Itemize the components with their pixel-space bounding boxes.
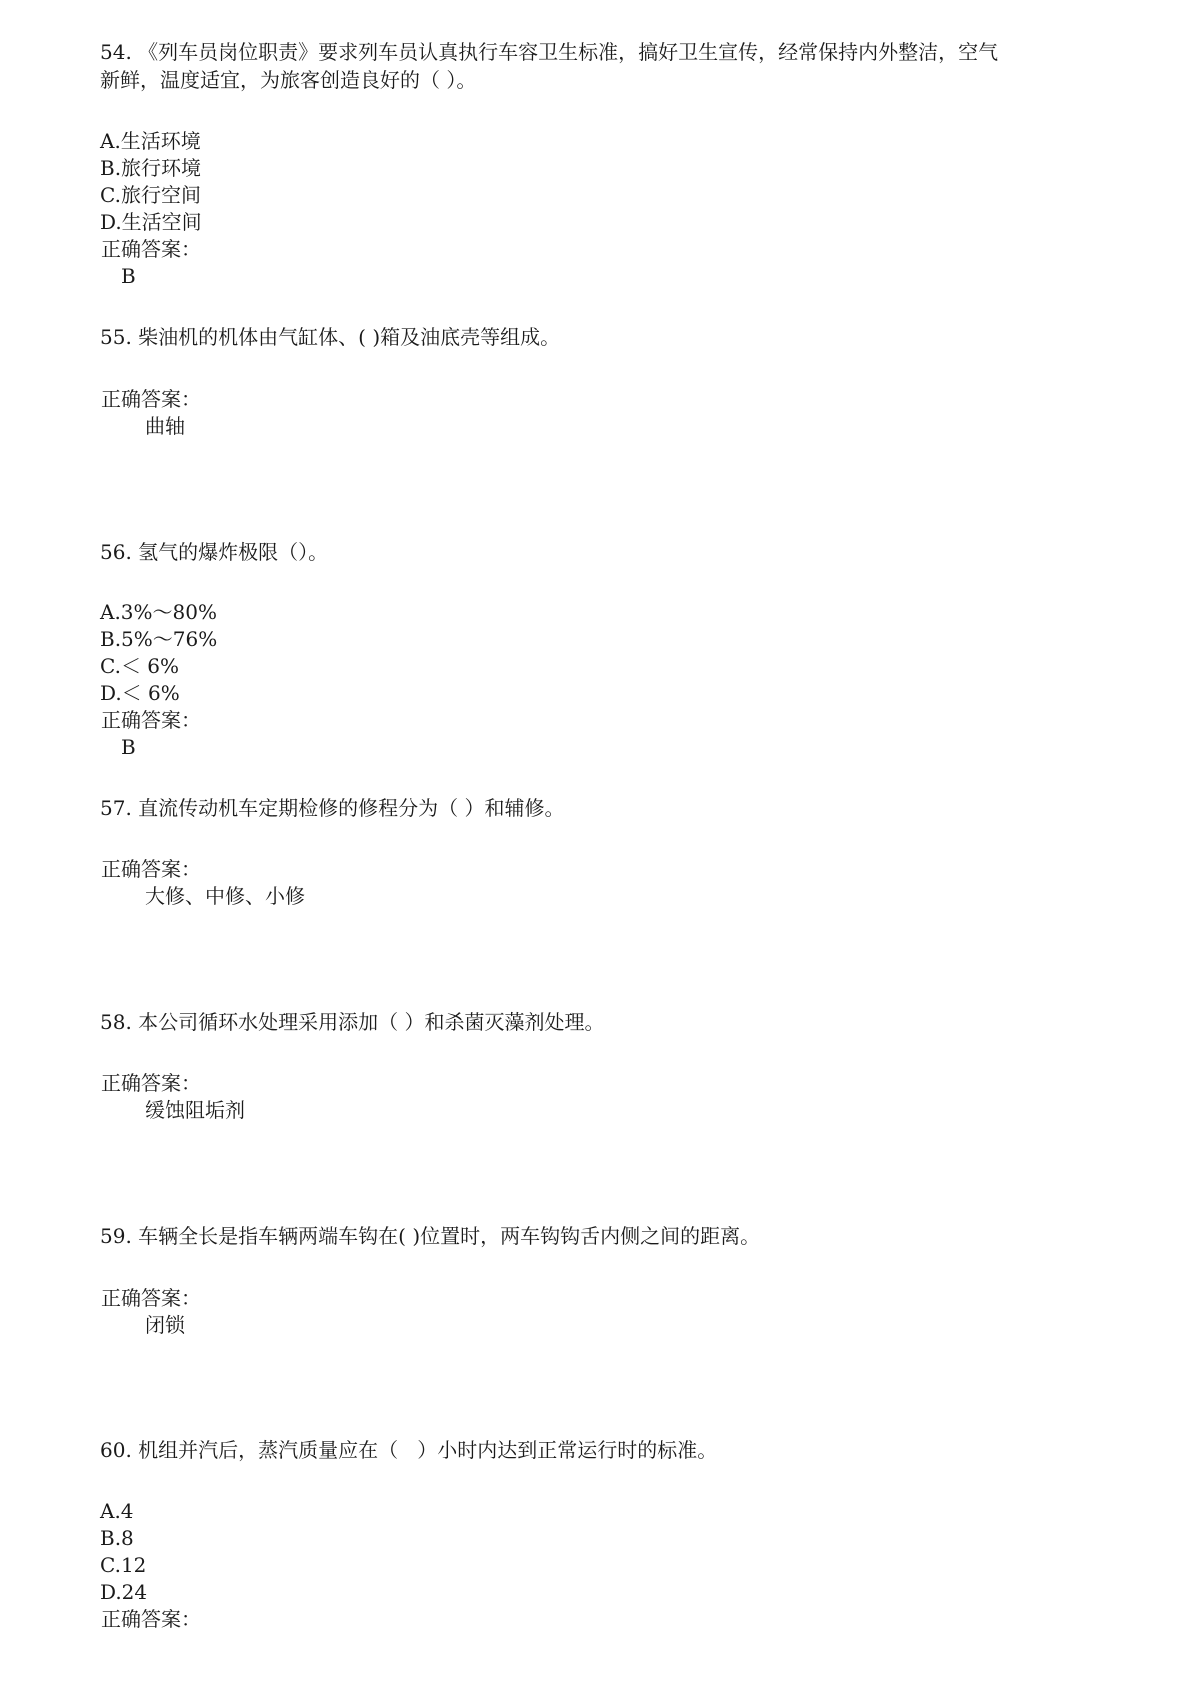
question-58-text: 58. 本公司循环水处理采用添加（ ）和杀菌灭藻剂处理。 [100,1010,605,1034]
question-60-option-d: D.24 [100,1580,148,1604]
question-57-answer-label: 正确答案： [101,857,201,881]
question-54-option-b: B.旅行环境 [100,156,202,180]
question-54-option-d: D.生活空间 [100,210,202,234]
question-60-text: 60. 机组并汽后，蒸汽质量应在（ ）小时内达到正常运行时的标准。 [100,1438,718,1462]
question-56-answer: B [121,735,136,759]
question-60-option-b: B.8 [100,1526,134,1550]
question-54-option-c: C.旅行空间 [100,183,201,207]
question-58-answer-label: 正确答案： [101,1071,201,1095]
question-60-answer-label: 正确答案： [101,1607,201,1631]
question-54-text-line1: 54. 《列车员岗位职责》要求列车员认真执行车容卫生标准，搞好卫生宣传，经常保持内外整洁，空气 [100,40,999,64]
question-56-option-d: D.＜ 6% [100,681,180,705]
question-54-text-line2: 新鲜，温度适宜，为旅客创造良好的（ ）。 [100,68,477,92]
question-60-option-a: A.4 [100,1499,134,1523]
question-56-option-b: B.5%～76% [100,627,218,651]
question-55-text: 55. 柴油机的机体由气缸体、( )箱及油底壳等组成。 [100,325,561,349]
question-54-answer: B [121,264,136,288]
question-57-answer: 大修、中修、小修 [145,884,305,908]
question-60-option-c: C.12 [100,1553,147,1577]
question-57-text: 57. 直流传动机车定期检修的修程分为（ ）和辅修。 [100,796,565,820]
question-56-option-a: A.3%～80% [100,600,217,624]
question-56-answer-label: 正确答案： [101,708,201,732]
question-59-answer-label: 正确答案： [101,1286,201,1310]
question-56-option-c: C.＜ 6% [100,654,180,678]
question-58-answer: 缓蚀阻垢剂 [145,1098,245,1122]
question-59-answer: 闭锁 [145,1313,185,1337]
question-59-text: 59. 车辆全长是指车辆两端车钩在( )位置时，两车钩钩舌内侧之间的距离。 [100,1224,761,1248]
question-56-text: 56. 氢气的爆炸极限（）。 [100,540,329,564]
question-55-answer: 曲轴 [145,414,185,438]
question-54-option-a: A.生活环境 [100,129,201,153]
question-54-answer-label: 正确答案： [101,237,201,261]
question-55-answer-label: 正确答案： [101,387,201,411]
